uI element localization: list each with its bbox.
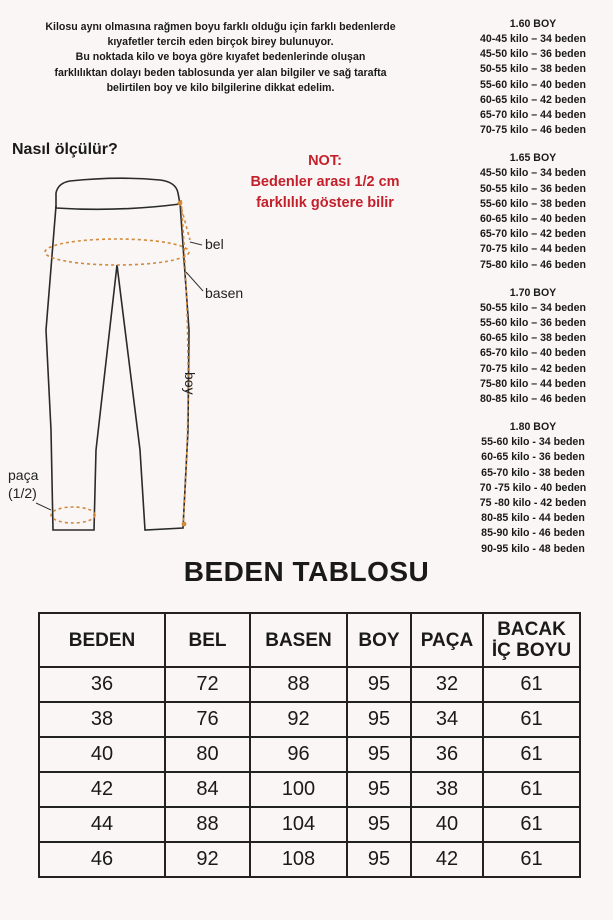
- trouser-outline-icon: [46, 178, 189, 530]
- size-line: 60-65 kilo – 42 beden: [480, 93, 586, 106]
- size-line: 85-90 kilo - 46 beden: [481, 527, 585, 540]
- basen-ellipse: [45, 239, 189, 265]
- table-row: [39, 772, 580, 807]
- label-paca: paça: [8, 467, 39, 483]
- table-row: [39, 842, 580, 877]
- measure-dot: [182, 522, 187, 527]
- table-cell: 95: [347, 842, 411, 877]
- header-paca: PAÇA: [411, 613, 483, 667]
- header-bacak-ic-boyu: BACAK İÇ BOYU: [483, 613, 580, 667]
- size-chart-title: BEDEN TABLOSU: [183, 556, 430, 587]
- size-line: 55-60 kilo - 34 beden: [481, 436, 585, 449]
- size-line: 45-50 kilo – 36 beden: [480, 48, 586, 61]
- size-group-title: 1.70 BOY: [509, 286, 557, 299]
- table-cell: 42: [411, 842, 483, 877]
- size-line: 60-65 kilo - 36 beden: [481, 451, 585, 464]
- label-bel: bel: [205, 236, 224, 252]
- size-line: 55-60 kilo – 40 beden: [480, 78, 586, 91]
- size-line: 65-70 kilo – 42 beden: [480, 228, 586, 241]
- size-line: 80-85 kilo – 46 beden: [480, 393, 586, 406]
- size-group-170: [465, 286, 601, 407]
- size-line: 75-80 kilo – 46 beden: [480, 258, 586, 271]
- table-cell: 95: [347, 702, 411, 737]
- table-cell: 40: [39, 737, 165, 772]
- table-row: [39, 807, 580, 842]
- table-cell: 76: [165, 702, 250, 737]
- measure-dot: [178, 201, 183, 206]
- intro-line: belirtilen boy ve kilo bilgilerine dikkat edelim.: [106, 81, 335, 94]
- label-boy: boy: [182, 372, 198, 395]
- size-line: 55-60 kilo – 36 beden: [480, 317, 586, 330]
- table-cell: 61: [483, 842, 580, 877]
- header-basen: BASEN: [250, 613, 347, 667]
- size-line: 70 -75 kilo - 40 beden: [479, 481, 587, 494]
- table-cell: 61: [483, 702, 580, 737]
- table-cell: 42: [39, 772, 165, 807]
- table-cell: 104: [250, 807, 347, 842]
- size-group-160: [465, 17, 601, 138]
- size-line: 40-45 kilo – 34 beden: [480, 33, 586, 45]
- paca-ellipse: [51, 507, 95, 523]
- table-cell: 46: [39, 842, 165, 877]
- size-group-title: 1.80 BOY: [509, 421, 557, 434]
- table-row: [39, 737, 580, 772]
- intro-line: kıyafetler tercih eden birçok birey bulunuyor.: [107, 36, 334, 49]
- table-cell: 92: [165, 842, 250, 877]
- size-line: 60-65 kilo – 38 beden: [480, 332, 586, 345]
- size-line: 70-75 kilo – 46 beden: [480, 124, 586, 137]
- intro-line: Bu noktada kilo ve boya göre kıyafet bedenlerinde oluşan: [75, 51, 366, 64]
- size-line: 60-65 kilo – 40 beden: [480, 213, 586, 226]
- size-line: 45-50 kilo – 34 beden: [480, 167, 586, 180]
- table-cell: 95: [347, 772, 411, 807]
- table-header-row: [39, 613, 580, 667]
- table-cell: 61: [483, 667, 580, 702]
- size-line: 50-55 kilo – 34 beden: [480, 301, 586, 314]
- size-line: 55-60 kilo – 38 beden: [480, 197, 586, 210]
- table-cell: 95: [347, 667, 411, 702]
- table-cell: 38: [39, 702, 165, 737]
- size-line: 75-80 kilo – 44 beden: [480, 377, 586, 390]
- table-cell: 61: [483, 807, 580, 842]
- size-line: 70-75 kilo – 42 beden: [480, 362, 586, 375]
- table-cell: 88: [165, 807, 250, 842]
- table-cell: 40: [411, 807, 483, 842]
- size-group-180: [465, 420, 601, 557]
- note-line: Bedenler arası 1/2 cm: [250, 174, 400, 190]
- size-line: 75 -80 kilo - 42 beden: [479, 497, 587, 510]
- measurement-guides: [45, 200, 190, 525]
- size-line: 80-85 kilo - 44 beden: [481, 512, 585, 525]
- table-cell: 100: [250, 772, 347, 807]
- table-cell: 88: [250, 667, 347, 702]
- height-weight-size-groups: [465, 17, 601, 570]
- table-cell: 61: [483, 772, 580, 807]
- header-beden: BEDEN: [39, 613, 165, 667]
- intro-line: farklılıktan dolayı beden tablosunda yer alan bilgiler ve sağ tarafta: [54, 66, 387, 79]
- table-cell: 96: [250, 737, 347, 772]
- intro-line: Kilosu aynı olmasına rağmen boyu farklı olduğu için farklı bedenlerde: [45, 21, 396, 33]
- size-chart-table: [38, 612, 581, 878]
- table-row: [39, 667, 580, 702]
- note-line: farklılık göstere bilir: [256, 195, 394, 211]
- table-cell: 44: [39, 807, 165, 842]
- size-group-165: [465, 151, 601, 272]
- table-cell: 84: [165, 772, 250, 807]
- table-cell: 32: [411, 667, 483, 702]
- table-cell: 80: [165, 737, 250, 772]
- note-title: NOT:: [308, 153, 342, 169]
- table-cell: 38: [411, 772, 483, 807]
- size-line: 90-95 kilo - 48 beden: [481, 542, 585, 555]
- table-cell: 34: [411, 702, 483, 737]
- label-paca-half: (1/2): [8, 485, 37, 501]
- table-cell: 95: [347, 737, 411, 772]
- size-line: 50-55 kilo – 38 beden: [480, 63, 586, 76]
- size-line: 65-70 kilo – 44 beden: [480, 109, 586, 122]
- table-cell: 92: [250, 702, 347, 737]
- table-cell: 72: [165, 667, 250, 702]
- table-cell: 108: [250, 842, 347, 877]
- label-basen: basen: [205, 285, 244, 301]
- size-line: 50-55 kilo – 36 beden: [480, 182, 586, 195]
- header-bel: BEL: [165, 613, 250, 667]
- size-line: 65-70 kilo – 40 beden: [480, 347, 586, 360]
- table-cell: 61: [483, 737, 580, 772]
- table-cell: 95: [347, 807, 411, 842]
- size-group-title: 1.60 BOY: [509, 18, 557, 30]
- table-cell: 36: [411, 737, 483, 772]
- how-to-measure-title: Nasıl ölçülür?: [12, 141, 118, 158]
- header-boy: BOY: [347, 613, 411, 667]
- size-line: 70-75 kilo – 44 beden: [480, 243, 586, 256]
- size-group-title: 1.65 BOY: [509, 152, 557, 165]
- table-row: [39, 702, 580, 737]
- size-line: 65-70 kilo - 38 beden: [481, 466, 585, 479]
- table-cell: 36: [39, 667, 165, 702]
